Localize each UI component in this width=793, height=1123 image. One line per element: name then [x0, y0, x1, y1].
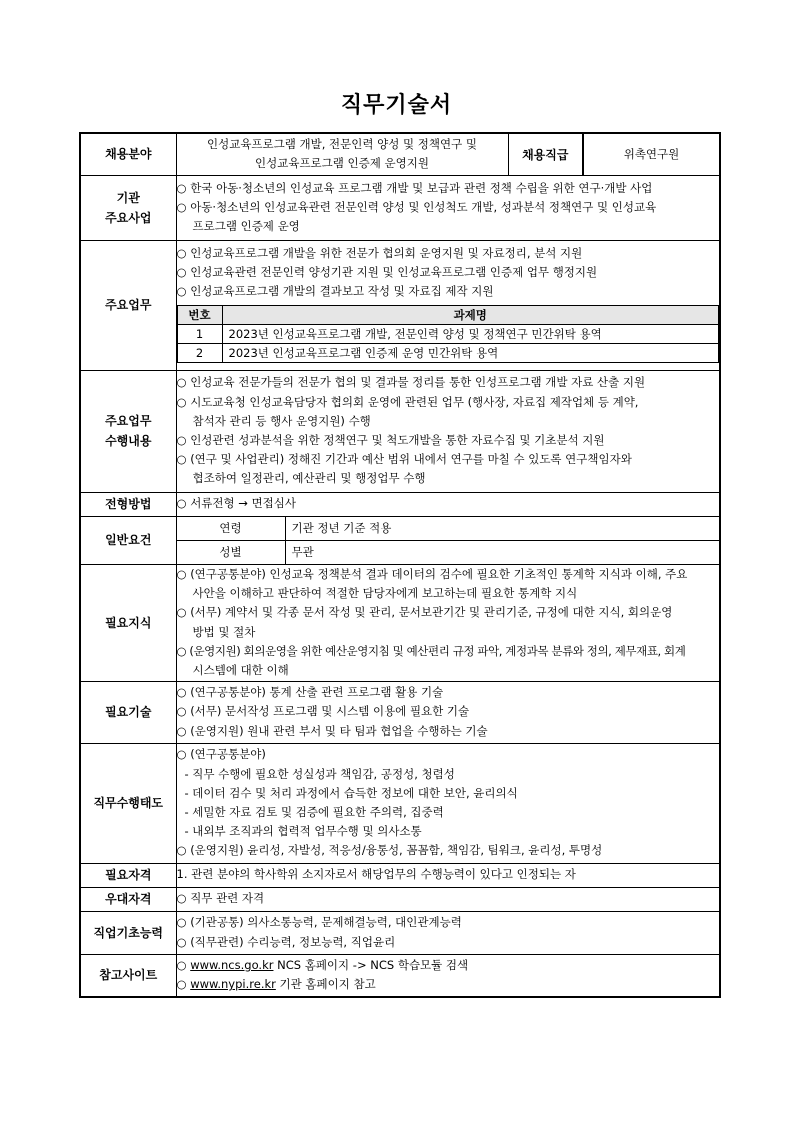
institution-content	[176, 175, 720, 240]
nypi-link[interactable]: www.nypi.re.kr	[190, 977, 276, 992]
reference-bullet: ○	[176, 977, 191, 992]
attitude-line: - 세밀한 자료 검토 및 검증에 필요한 주의력, 집중력	[184, 805, 444, 819]
institution-line: 프로그램 인증제 운영	[192, 219, 300, 234]
main-duties-label: 주요업무	[80, 240, 176, 370]
age-key: 연령	[177, 517, 286, 541]
knowledge-content	[176, 564, 720, 681]
duty-detail-line: ○ 인성관련 성과분석을 위한 정책연구 및 척도개발을 통한 자료수집 및 기초분석 지원	[176, 433, 605, 447]
basic-ability-row	[80, 911, 720, 954]
main-duty-line: ○ 인성교육프로그램 개발을 위한 전문가 협의회 운영지원 및 자료정리, 분석 지원	[176, 245, 583, 260]
attitude-line: - 데이터 검수 및 처리 과정에서 습득한 정보에 대한 보안, 윤리의식	[184, 785, 518, 800]
duty-detail-line: ○ 인성교육 전문가들의 전문가 협의 및 결과물 정리를 통한 인성프로그램 개발 자료 산출 지원	[176, 375, 646, 390]
selection-value: ○ 서류전형 → 면접심사	[176, 492, 720, 516]
task-col-name: 과제명	[222, 306, 719, 325]
skill-line: ○ (서무) 문서작성 프로그램 및 시스템 이용에 필요한 기술	[176, 704, 470, 719]
field-value	[176, 133, 508, 175]
duty-details-label	[80, 370, 176, 492]
main-duties-content	[176, 240, 720, 370]
attitude-line: - 직무 수행에 필요한 성실성과 책임감, 공정성, 청렴성	[184, 766, 455, 781]
skills-row	[80, 681, 720, 743]
task-table	[177, 305, 720, 363]
position-label: 채용직급	[508, 133, 583, 175]
task-row	[177, 344, 719, 363]
attitude-row	[80, 743, 720, 863]
skills-content	[176, 681, 720, 743]
knowledge-line: 시스템에 대한 이해	[192, 662, 289, 677]
reference-bullet: ○	[176, 958, 191, 973]
general-row	[80, 516, 720, 564]
skill-line: ○ (운영지원) 원내 관련 부서 및 타 팀과 협업을 수행하는 기술	[176, 723, 488, 738]
main-duty-line: ○ 인성교육관련 전문인력 양성기관 지원 및 인성교육프로그램 인증제 업무 행정지원	[176, 264, 598, 279]
knowledge-line: 사안을 이해하고 판단하여 적절한 담당자에게 보고하는데 필요한 통계학 지식	[192, 586, 578, 601]
main-duties-row	[80, 240, 720, 370]
attitude-content	[176, 743, 720, 863]
task-no: 2	[177, 344, 222, 363]
reference-text: NCS 홈페이지 -> NCS 학습모듈 검색	[273, 958, 469, 973]
selection-label: 전형방법	[80, 492, 176, 516]
skill-line: ○ (연구공통분야) 통계 산출 관련 프로그램 활용 기술	[176, 685, 444, 700]
duty-detail-line: ○ 시도교육청 인성교육담당자 협의회 운영에 관련된 업무 (행사장, 자료집 제작업체 등 계약,	[176, 394, 639, 409]
duty-detail-line: ○ (연구 및 사업관리) 정해진 기간과 예산 범위 내에서 연구를 마칠 수 있도록 연구책임자와	[176, 452, 632, 467]
document-title: 직무기술서	[340, 93, 453, 118]
duty-details-content	[176, 370, 720, 492]
institution-line: ○ 한국 아동·청소년의 인성교육 프로그램 개발 및 보급과 관련 정책 수립을 위한 연구·개발 사업	[176, 180, 653, 195]
position-value: 위촉연구원	[583, 133, 720, 175]
task-no: 1	[177, 325, 222, 344]
attitude-line: - 내외부 조직과의 협력적 업무수행 및 의사소통	[184, 824, 422, 839]
selection-row	[80, 492, 720, 516]
knowledge-label: 필요지식	[80, 564, 176, 681]
institution-line: ○ 아동·청소년의 인성교육관련 전문인력 양성 및 인성척도 개발, 성과분석 정책연구 및 인성교육	[176, 199, 657, 214]
task-name: 2023년 인성교육프로그램 개발, 전문인력 양성 및 정책연구 민간위탁 용역	[222, 325, 719, 344]
preferred-label: 우대자격	[80, 887, 176, 911]
reference-text: 기관 홈페이지 참고	[275, 977, 376, 992]
institution-label-line1: 기관	[116, 190, 140, 205]
reference-row	[80, 954, 720, 997]
attitude-line: ○ (운영지원) 윤리성, 자발성, 적응성/융통성, 꼼꼼함, 책임감, 팀워크, 윤리성, 투명성	[176, 843, 603, 858]
basic-ability-line: ○ (기관공통) 의사소통능력, 문제해결능력, 대인관계능력	[176, 915, 462, 930]
reference-item	[177, 956, 720, 975]
duty-detail-line: 협조하여 일정관리, 예산관리 및 행정업무 수행	[192, 471, 426, 486]
gender-key: 성별	[177, 540, 286, 564]
duty-details-label-line2: 수행내용	[105, 434, 152, 448]
main-duty-line: ○ 인성교육프로그램 개발의 결과보고 작성 및 자료집 제작 지원	[176, 284, 494, 299]
knowledge-row	[80, 564, 720, 681]
qualification-value: 1. 관련 분야의 학사학위 소지자로서 해당업무의 수행능력이 있다고 인정되는 자	[176, 863, 720, 887]
field-label: 채용분야	[80, 133, 176, 175]
knowledge-line: ○ (서무) 계약서 및 각종 문서 작성 및 관리, 문서보관기간 및 관리기준, 규정에 대한 지식, 회의운영	[176, 605, 673, 620]
preferred-value: ○ 직무 관련 자격	[176, 887, 720, 911]
basic-ability-label: 직업기초능력	[80, 911, 176, 954]
duty-details-label-line1: 주요업무	[105, 414, 152, 428]
basic-ability-line: ○ (직무관련) 수리능력, 정보능력, 직업윤리	[176, 934, 396, 949]
task-table-header	[177, 306, 719, 325]
knowledge-line: ○ (연구공통분야) 인성교육 정책분석 결과 데이터의 검수에 필요한 기초적인 통계학 지식과 이해, 주요	[176, 566, 688, 581]
field-value-line2: 인성교육프로그램 인증제 운영지원	[255, 156, 429, 171]
institution-label-line2: 주요사업	[105, 210, 152, 225]
gender-value: 무관	[291, 545, 314, 559]
task-col-no: 번호	[177, 306, 222, 325]
knowledge-line: 방법 및 절차	[192, 624, 256, 639]
skills-label: 필요기술	[80, 681, 176, 743]
reference-content	[176, 954, 720, 997]
attitude-line: ○ (연구공통분야)	[176, 747, 266, 762]
knowledge-line: ○ (운영지원) 회의운영을 위한 예산운영지침 및 예산편리 규정 파악, 계정과목 분류와 정의, 제무재표, 회계	[176, 643, 686, 658]
field-value-line1: 인성교육프로그램 개발, 전문인력 양성 및 정책연구 및	[207, 137, 477, 152]
preferred-row	[80, 887, 720, 911]
task-row	[177, 325, 719, 344]
qualification-row	[80, 863, 720, 887]
general-content	[176, 516, 720, 564]
task-name: 2023년 인성교육프로그램 인증제 운영 민간위탁 용역	[222, 344, 719, 363]
duty-detail-line: 참석자 관리 등 행사 운영지원) 수행	[192, 413, 371, 428]
institution-row	[80, 175, 720, 240]
general-label: 일반요건	[80, 516, 176, 564]
job-description-table	[79, 132, 721, 998]
reference-label: 참고사이트	[80, 954, 176, 997]
institution-label	[80, 175, 176, 240]
basic-ability-content	[176, 911, 720, 954]
general-subtable	[177, 517, 720, 564]
ncs-link[interactable]: www.ncs.go.kr	[190, 958, 274, 973]
reference-item	[177, 975, 720, 994]
duty-details-row	[80, 370, 720, 492]
age-value: 기관 정년 기준 적용	[285, 517, 719, 541]
qualification-label: 필요자격	[80, 863, 176, 887]
attitude-label: 직무수행태도	[80, 743, 176, 863]
header-row	[80, 133, 720, 175]
